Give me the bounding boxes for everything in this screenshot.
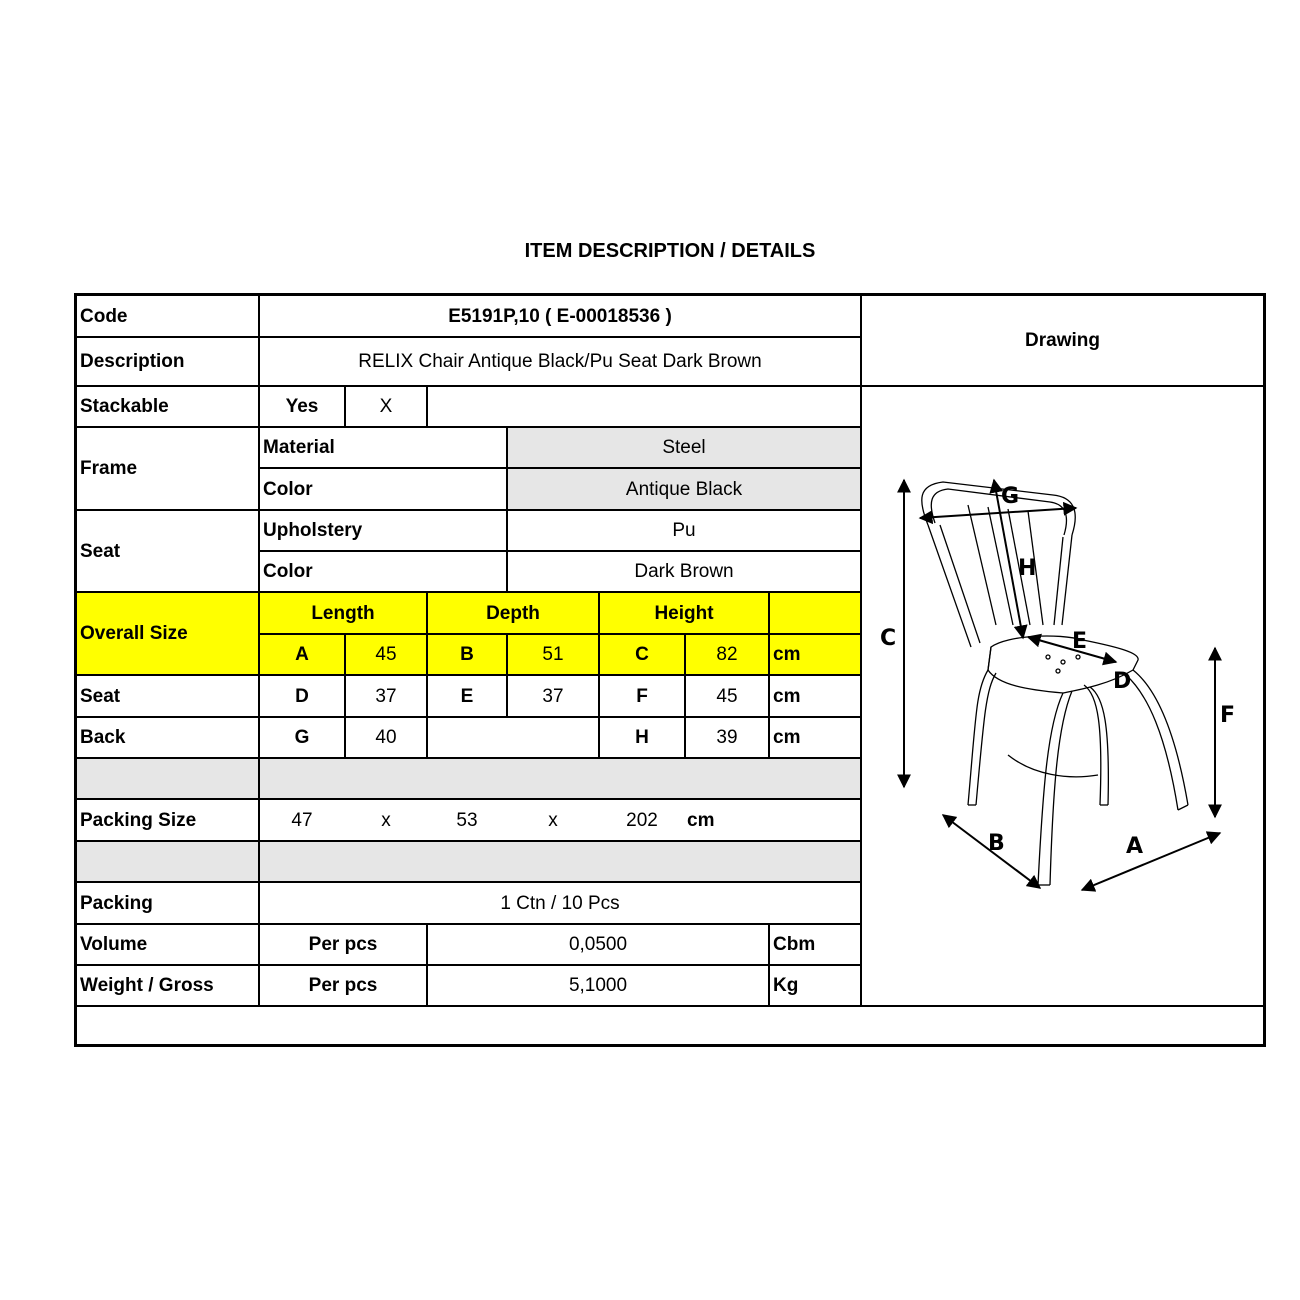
frame-material-label: Material <box>263 437 335 458</box>
overall-b-value: 51 <box>542 644 564 665</box>
overall-a-value: 45 <box>375 644 397 665</box>
code-label: Code <box>80 305 128 327</box>
drawing-header: Drawing <box>1025 330 1100 351</box>
back-dims-unit: cm <box>773 727 801 748</box>
label-b: B <box>988 831 1005 856</box>
volume-value: 0,0500 <box>568 934 628 955</box>
packing-size-unit: cm <box>687 809 715 831</box>
stackable-yes: Yes <box>285 396 319 417</box>
height-header: Height <box>654 602 714 624</box>
seat-dims-unit: cm <box>773 685 801 707</box>
frame-material-value: Steel <box>662 437 706 458</box>
back-dims-label: Back <box>80 727 126 748</box>
arrow-a <box>1082 833 1220 890</box>
arrow-g <box>920 508 1076 518</box>
back-h-key: H <box>635 727 649 748</box>
back-g-key: G <box>294 727 310 748</box>
label-f: F <box>1220 703 1236 728</box>
weight-label: Weight / Gross <box>80 975 214 996</box>
seat-upholstery-value: Pu <box>672 520 696 541</box>
blank-row-shade-2 <box>77 841 860 881</box>
weight-value: 5,1000 <box>568 975 628 996</box>
overall-a-key: A <box>295 644 309 665</box>
seat-d-key: D <box>295 685 309 707</box>
label-g: G <box>1001 484 1020 509</box>
packing-size-label: Packing Size <box>80 809 197 831</box>
label-h: H <box>1018 556 1037 581</box>
seat-dims-label: Seat <box>80 685 121 707</box>
label-c: C <box>880 626 897 651</box>
overall-c-key: C <box>635 644 649 665</box>
seat-spec-label: Seat <box>80 540 121 562</box>
volume-unit: Cbm <box>773 934 816 955</box>
seat-f-key: F <box>636 685 648 707</box>
frame-color-label: Color <box>263 478 313 500</box>
chair-diagram <box>858 385 1264 1003</box>
seat-f-value: 45 <box>716 685 738 707</box>
label-a: A <box>1126 834 1144 859</box>
label-d: D <box>1113 669 1132 694</box>
seat-d-value: 37 <box>375 685 397 707</box>
description-value: RELIX Chair Antique Black/Pu Seat Dark Brown <box>358 351 762 372</box>
volume-per: Per pcs <box>308 934 378 955</box>
packing-size-x2: x <box>548 809 558 831</box>
overall-c-value: 82 <box>716 644 738 665</box>
seat-color-label: Color <box>263 561 313 582</box>
overall-size-label: Overall Size <box>80 623 188 644</box>
blank-row-shade-1 <box>77 758 860 798</box>
stackable-label: Stackable <box>80 396 169 417</box>
packing-size-length: 47 <box>291 809 313 831</box>
back-g-value: 40 <box>375 727 397 748</box>
chair-outline <box>922 482 1188 885</box>
packing-size-x1: x <box>381 809 391 831</box>
length-header: Length <box>311 602 375 624</box>
seat-color-value: Dark Brown <box>634 561 734 582</box>
code-value: E5191P,10 ( E-00018536 ) <box>448 305 672 327</box>
description-label: Description <box>80 351 185 372</box>
seat-upholstery-label: Upholstery <box>263 520 363 541</box>
packing-size-width: 53 <box>456 809 478 831</box>
seat-e-key: E <box>460 685 474 707</box>
seat-e-value: 37 <box>542 685 564 707</box>
packing-label: Packing <box>80 892 153 914</box>
stackable-mark: X <box>379 396 393 417</box>
weight-per: Per pcs <box>308 975 378 996</box>
overall-b-key: B <box>460 644 474 665</box>
volume-label: Volume <box>80 934 148 955</box>
packing-value: 1 Ctn / 10 Pcs <box>500 892 620 914</box>
frame-label: Frame <box>80 458 138 479</box>
label-e: E <box>1072 629 1088 654</box>
back-h-value: 39 <box>716 727 738 748</box>
frame-color-value: Antique Black <box>625 478 743 500</box>
overall-unit: cm <box>773 644 801 665</box>
weight-unit: Kg <box>773 975 799 996</box>
depth-header: Depth <box>486 602 540 624</box>
packing-size-height: 202 <box>626 809 658 831</box>
chair-drawing <box>858 385 1264 1003</box>
page-title: ITEM DESCRIPTION / DETAILS <box>524 240 816 262</box>
